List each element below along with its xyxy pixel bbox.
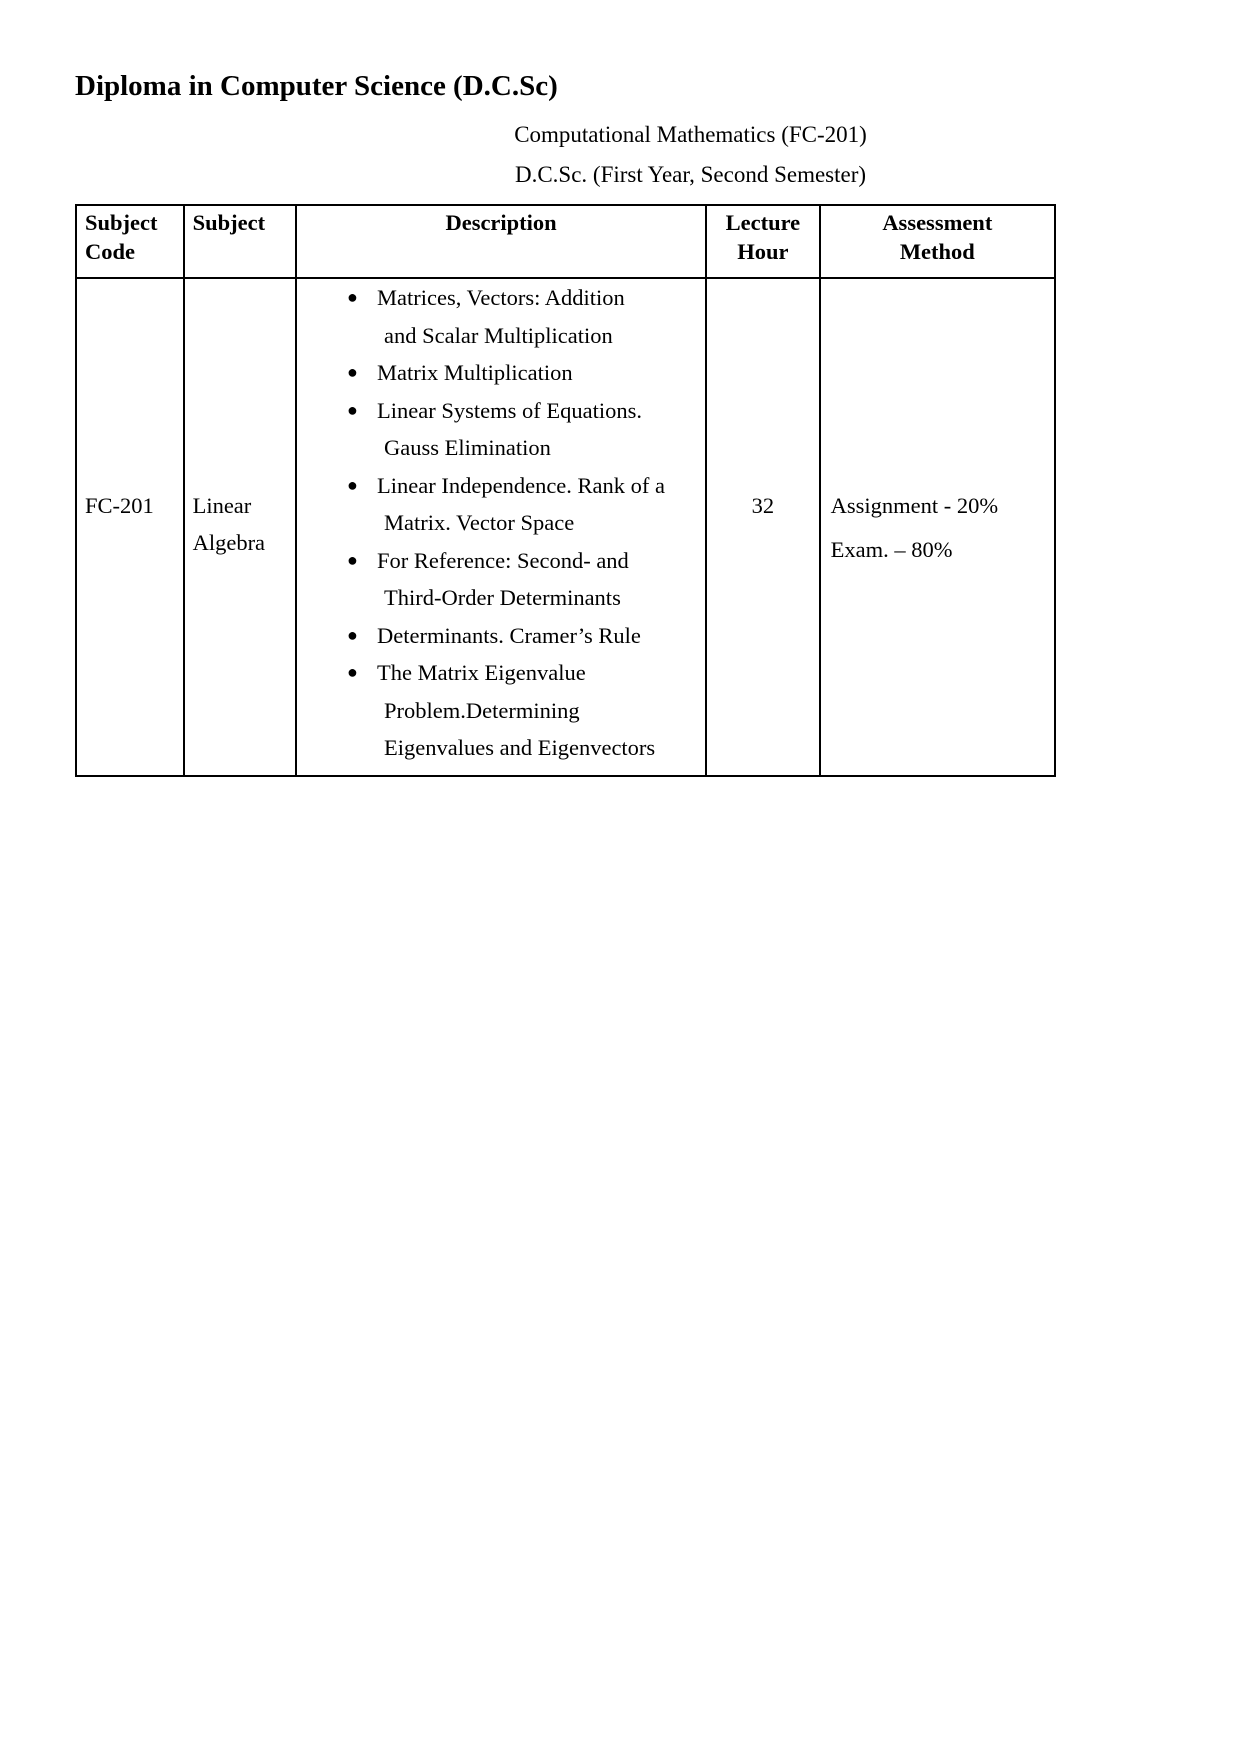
- list-item: [347, 654, 697, 767]
- header-lecture-hour: [706, 205, 819, 278]
- header-subject-code: [76, 205, 184, 278]
- subject-line2: Algebra: [192, 530, 266, 555]
- table-header: [76, 205, 1055, 278]
- header-subject-text: Subject: [192, 210, 266, 235]
- table-body: [76, 278, 1055, 776]
- cell-assessment: [820, 278, 1055, 776]
- subject-code-value: FC-201: [85, 493, 154, 518]
- assessment-assignment: Assignment - 20%: [830, 493, 999, 518]
- header-subject-code-line1: Subject: [85, 210, 158, 235]
- cell-subject-code: [76, 278, 184, 776]
- lecture-hour-value: 32: [751, 493, 775, 518]
- assessment-exam: Exam. – 80%: [830, 537, 953, 562]
- bullet-icon: ●: [347, 287, 358, 307]
- subject-line1: Linear: [192, 493, 252, 518]
- topic-list: [305, 279, 697, 775]
- header-lecture-hour-line1: Lecture: [725, 210, 801, 235]
- header-description-text: Description: [445, 210, 557, 235]
- list-item: [347, 392, 697, 467]
- course-title-text: Computational Mathematics (FC-201): [514, 122, 867, 147]
- header-assessment-line2: Method: [899, 239, 975, 264]
- header-assessment-line1: Assessment: [882, 210, 993, 235]
- document-title: Diploma in Computer Science (D.C.Sc): [75, 70, 558, 102]
- list-item: [347, 467, 697, 542]
- list-item: [347, 354, 697, 392]
- cell-subject: [184, 278, 296, 776]
- topic-4-line1: Linear Independence. Rank of a: [377, 472, 666, 498]
- topic-1-line1: Matrices, Vectors: Addition: [377, 285, 625, 310]
- cell-lecture-hour: [706, 278, 819, 776]
- course-title: [0, 122, 1241, 148]
- header-lecture-hour-line2: Hour: [737, 239, 789, 264]
- header-subject-code-line2: Code: [85, 239, 135, 264]
- bullet-icon: ●: [347, 362, 358, 382]
- bullet-icon: ●: [347, 474, 358, 495]
- topic-7-line3: Eigenvalues and Eigenvectors: [384, 735, 656, 760]
- header-row: [76, 205, 1055, 278]
- table-row: [76, 278, 1055, 776]
- topic-1-line2: and Scalar Multiplication: [384, 322, 613, 348]
- cell-description: [296, 278, 706, 776]
- topic-6-line1: Determinants. Cramer’s Rule: [377, 622, 641, 648]
- topic-5-line1: For Reference: Second- and: [377, 547, 629, 573]
- bullet-icon: ●: [347, 399, 358, 420]
- semester-title: [0, 162, 1241, 188]
- header-assessment-method: [820, 205, 1055, 278]
- bullet-icon: ●: [347, 624, 358, 645]
- topic-5-line2: Third-Order Determinants: [384, 585, 621, 610]
- list-item: [347, 279, 697, 354]
- topic-3-line2: Gauss Elimination: [384, 435, 551, 460]
- topic-7-line2: Problem.Determining: [384, 697, 580, 723]
- syllabus-table: [75, 204, 1056, 777]
- topic-7-line1: The Matrix Eigenvalue: [377, 660, 586, 685]
- header-subject: [184, 205, 296, 278]
- list-item: [347, 542, 697, 617]
- topic-3-line1: Linear Systems of Equations.: [377, 397, 642, 423]
- semester-title-text: D.C.Sc. (First Year, Second Semester): [514, 162, 867, 187]
- bullet-icon: ●: [347, 662, 358, 682]
- list-item: [347, 617, 697, 655]
- header-description: [296, 205, 706, 278]
- topic-4-line2: Matrix. Vector Space: [384, 510, 575, 535]
- bullet-icon: ●: [347, 549, 358, 570]
- topic-2-line1: Matrix Multiplication: [377, 360, 573, 385]
